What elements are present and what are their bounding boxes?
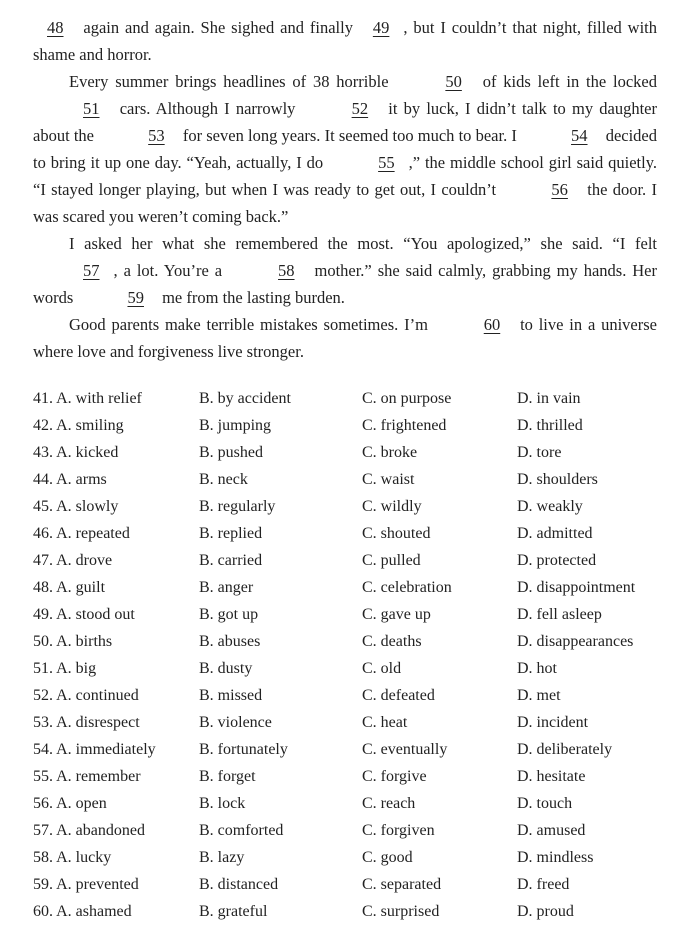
- option-d: D. disappointment: [517, 579, 636, 596]
- option-a: 44. A. arms: [33, 471, 107, 488]
- passage-text: it by luck, I didn’t talk to my daughter about the: [33, 99, 657, 145]
- passage-text: to live in a universe where love and forgiveness live stronger.: [33, 315, 657, 361]
- option-b: B. got up: [199, 606, 259, 623]
- option-c: C. on purpose: [362, 390, 452, 407]
- option-d: D. deliberately: [517, 741, 613, 758]
- option-b: B. distanced: [199, 876, 279, 893]
- paragraph-3: [33, 230, 657, 311]
- option-d: D. freed: [517, 876, 570, 893]
- option-b: B. forget: [199, 768, 256, 785]
- option-c: C. forgiven: [362, 822, 435, 839]
- option-a: 46. A. repeated: [33, 525, 130, 542]
- blank-49: 49: [372, 18, 390, 37]
- option-d: D. hot: [517, 660, 557, 677]
- question-row: [33, 898, 683, 925]
- option-d: D. mindless: [517, 849, 594, 866]
- question-row: [33, 493, 683, 520]
- passage-text: for seven long years. It seemed too much to bear. I: [182, 126, 517, 145]
- option-a: 54. A. immediately: [33, 741, 156, 758]
- question-row: [33, 682, 683, 709]
- passage-text: I asked her what she remembered the most. “You apologized,” she said. “I felt: [69, 234, 657, 253]
- option-c: C. good: [362, 849, 413, 866]
- option-a: 58. A. lucky: [33, 849, 112, 866]
- option-a: 53. A. disrespect: [33, 714, 140, 731]
- paragraph-1: [33, 14, 657, 68]
- option-d: D. touch: [517, 795, 573, 812]
- question-row: [33, 709, 683, 736]
- option-d: D. shoulders: [517, 471, 598, 488]
- passage-text: cars. Although I narrowly: [119, 99, 296, 118]
- passage-text: , but I couldn’t that night, filled with shame and horror.: [33, 18, 657, 64]
- question-row: [33, 844, 683, 871]
- option-b: B. lock: [199, 795, 246, 812]
- option-d: D. proud: [517, 903, 574, 920]
- option-b: B. carried: [199, 552, 263, 569]
- option-d: D. admitted: [517, 525, 593, 542]
- option-b: B. comforted: [199, 822, 284, 839]
- option-c: C. deaths: [362, 633, 422, 650]
- option-d: D. disappearances: [517, 633, 634, 650]
- option-b: B. neck: [199, 471, 248, 488]
- passage-text: Every summer brings headlines of 38 horrible: [69, 72, 389, 91]
- option-b: B. by accident: [199, 390, 291, 407]
- option-a: 45. A. slowly: [33, 498, 119, 515]
- option-c: C. heat: [362, 714, 408, 731]
- option-d: D. hesitate: [517, 768, 586, 785]
- option-c: C. gave up: [362, 606, 431, 623]
- blank-53: 53: [148, 126, 165, 145]
- passage-text: , a lot. You’re a: [113, 261, 223, 280]
- blank-59: 59: [127, 288, 144, 307]
- option-c: C. defeated: [362, 687, 435, 704]
- option-c: C. old: [362, 660, 402, 677]
- option-d: D. protected: [517, 552, 597, 569]
- question-row: [33, 628, 683, 655]
- option-a: 49. A. stood out: [33, 606, 135, 623]
- option-a: 56. A. open: [33, 795, 107, 812]
- option-d: D. fell asleep: [517, 606, 602, 623]
- option-c: C. broke: [362, 444, 418, 461]
- passage-text: ,” the middle school girl said quietly. “I stayed longer playing, but when I was ready to get out, I couldn’t: [33, 153, 657, 199]
- option-a: 51. A. big: [33, 660, 97, 677]
- option-c: C. celebration: [362, 579, 452, 596]
- blank-52: 52: [351, 99, 369, 118]
- option-a: 43. A. kicked: [33, 444, 119, 461]
- option-b: B. anger: [199, 579, 254, 596]
- blank-56: 56: [551, 180, 568, 199]
- option-d: D. tore: [517, 444, 562, 461]
- question-row: [33, 790, 683, 817]
- option-d: D. amused: [517, 822, 586, 839]
- option-a: 59. A. prevented: [33, 876, 139, 893]
- option-c: C. waist: [362, 471, 415, 488]
- question-row: [33, 574, 683, 601]
- option-b: B. pushed: [199, 444, 263, 461]
- question-row: [33, 385, 683, 412]
- question-row: [33, 547, 683, 574]
- option-c: C. pulled: [362, 552, 421, 569]
- passage-text: again and again. She sighed and finally: [83, 18, 353, 37]
- passage-text: of kids left in the locked: [482, 72, 658, 91]
- option-d: D. in vain: [517, 390, 581, 407]
- passage-text: Good parents make terrible mistakes sometimes. I’m: [69, 315, 428, 334]
- paragraph-2: [33, 68, 657, 230]
- option-a: 48. A. guilt: [33, 579, 106, 596]
- blank-50: 50: [445, 72, 462, 91]
- option-c: C. forgive: [362, 768, 427, 785]
- option-a: 57. A. abandoned: [33, 822, 145, 839]
- option-b: B. jumping: [199, 417, 272, 434]
- option-c: C. reach: [362, 795, 416, 812]
- passage-text: the door. I was scared you weren’t coming back.”: [33, 180, 658, 226]
- question-row: [33, 466, 683, 493]
- option-b: B. missed: [199, 687, 263, 704]
- option-b: B. replied: [199, 525, 263, 542]
- question-row: [33, 817, 683, 844]
- option-a: 47. A. drove: [33, 552, 113, 569]
- question-row: [33, 655, 683, 682]
- option-a: 52. A. continued: [33, 687, 139, 704]
- question-row: [33, 520, 683, 547]
- option-c: C. eventually: [362, 741, 448, 758]
- option-d: D. thrilled: [517, 417, 583, 434]
- question-row: [33, 736, 683, 763]
- question-row: [33, 601, 683, 628]
- option-a: 42. A. smiling: [33, 417, 124, 434]
- question-row: [33, 763, 683, 790]
- option-b: B. regularly: [199, 498, 276, 515]
- option-b: B. violence: [199, 714, 272, 731]
- option-a: 41. A. with relief: [33, 390, 142, 407]
- option-a: 55. A. remember: [33, 768, 141, 785]
- option-b: B. abuses: [199, 633, 261, 650]
- option-b: B. fortunately: [199, 741, 288, 758]
- blank-60: 60: [483, 315, 501, 334]
- option-b: B. lazy: [199, 849, 245, 866]
- passage-text: mother.” she said calmly, grabbing my hands. Her words: [33, 261, 658, 307]
- answer-options: [33, 385, 683, 925]
- question-row: [33, 871, 683, 898]
- blank-54: 54: [571, 126, 588, 145]
- option-c: C. wildly: [362, 498, 422, 515]
- blank-48: 48: [47, 18, 64, 37]
- option-c: C. shouted: [362, 525, 431, 542]
- cloze-passage: [33, 14, 657, 365]
- option-c: C. frightened: [362, 417, 447, 434]
- paragraph-4: [33, 311, 657, 365]
- blank-58: 58: [278, 261, 295, 280]
- option-c: C. separated: [362, 876, 442, 893]
- option-d: D. weakly: [517, 498, 583, 515]
- question-row: [33, 439, 683, 466]
- passage-text: decided to bring it up one day. “Yeah, actually, I do: [33, 126, 658, 172]
- blank-55: 55: [378, 153, 395, 172]
- option-b: B. grateful: [199, 903, 268, 920]
- option-a: 50. A. births: [33, 633, 113, 650]
- question-row: [33, 412, 683, 439]
- option-a: 60. A. ashamed: [33, 903, 132, 920]
- option-d: D. met: [517, 687, 561, 704]
- passage-text: me from the lasting burden.: [162, 288, 345, 307]
- blank-51: 51: [83, 99, 100, 118]
- option-c: C. surprised: [362, 903, 440, 920]
- option-d: D. incident: [517, 714, 589, 731]
- blank-57: 57: [83, 261, 100, 280]
- option-b: B. dusty: [199, 660, 253, 677]
